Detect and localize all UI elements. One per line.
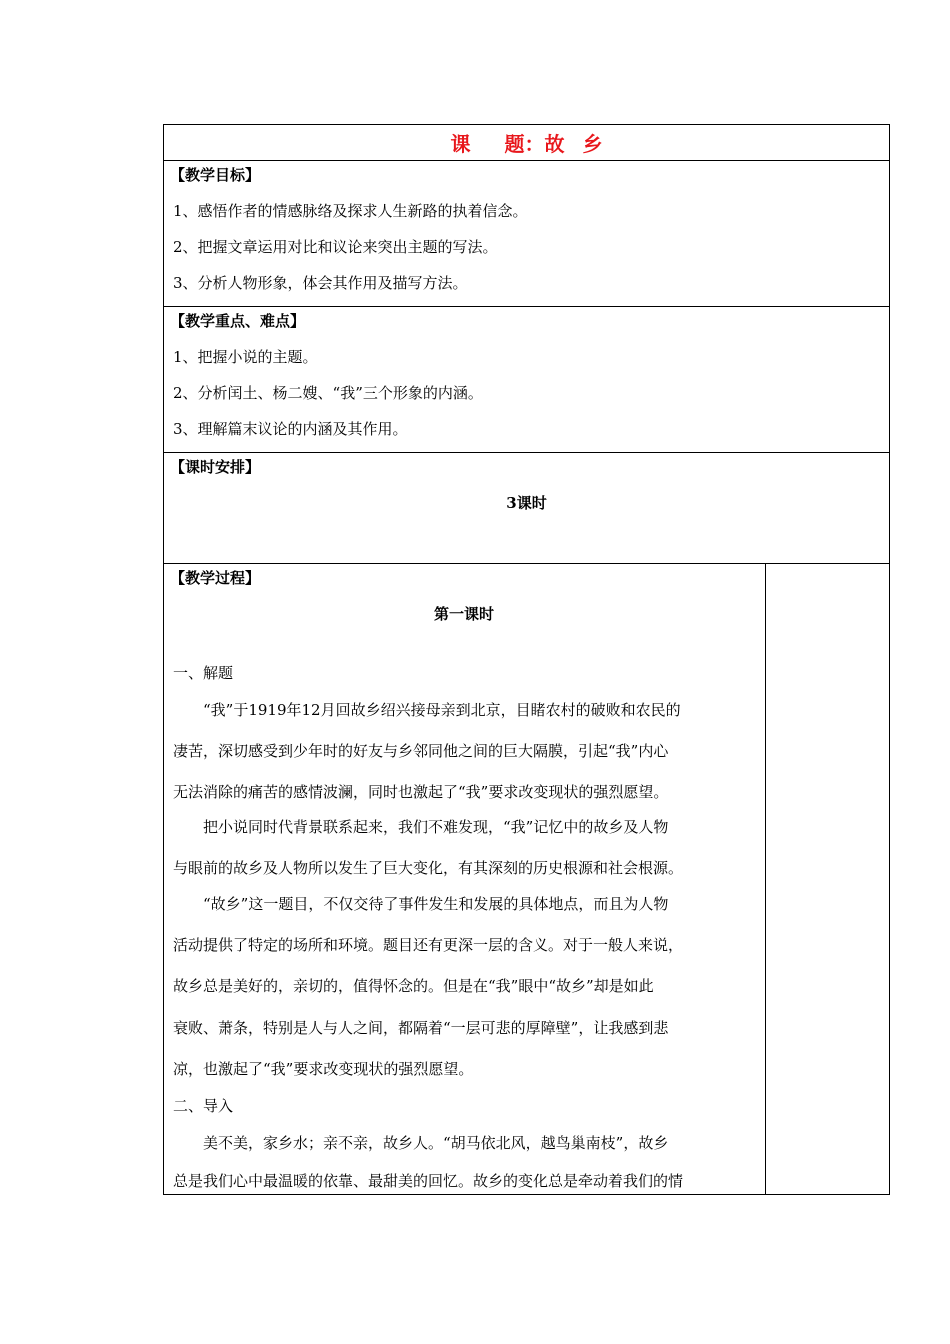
lesson-title: 第一课时 — [433, 605, 494, 623]
process-heading: 【教学过程】 — [170, 569, 261, 587]
objective-item: 2、把握文章运用对比和议论来突出主题的写法。 — [173, 238, 498, 256]
row-divider — [163, 160, 890, 161]
paragraph-line: 凉，也激起了“我”要求改变现状的强烈愿望。 — [173, 1060, 474, 1078]
row-divider — [163, 306, 890, 307]
paragraph-line: 衰败、萧条，特别是人与人之间，都隔着“一层可悲的厚障壁”，让我感到悲 — [173, 1019, 669, 1037]
section-heading: 二、导入 — [173, 1097, 234, 1115]
schedule-heading: 【课时安排】 — [170, 458, 261, 476]
column-divider — [765, 563, 766, 1195]
title-word-char: 故 — [544, 131, 565, 156]
paragraph-line: 把小说同时代背景联系起来，我们不难发现，“我”记忆中的故乡及人物 — [173, 818, 669, 836]
section-heading: 一、解题 — [173, 664, 234, 682]
title-word-char: 乡 — [582, 131, 603, 156]
paragraph-line: “故乡”这一题目，不仅交待了事件发生和发展的具体地点，而且为人物 — [173, 895, 669, 913]
key-points-heading: 【教学重点、难点】 — [170, 312, 306, 330]
key-point-item: 3、理解篇末议论的内涵及其作用。 — [173, 420, 408, 438]
paragraph-line: 活动提供了特定的场所和环境。题目还有更深一层的含义。对于一般人来说， — [173, 936, 684, 954]
key-point-item: 1、把握小说的主题。 — [173, 348, 318, 366]
paragraph-line: “我”于1919年12月回故乡绍兴接母亲到北京，目睹农村的破败和农民的 — [173, 701, 681, 719]
objective-item: 1、感悟作者的情感脉络及探求人生新路的执着信念。 — [173, 202, 528, 220]
paragraph-line: 无法消除的痛苦的感情波澜，同时也激起了“我”要求改变现状的强烈愿望。 — [173, 783, 669, 801]
schedule-value: 3课时 — [506, 494, 547, 512]
title-label-char: 题 — [504, 131, 525, 156]
row-divider — [163, 563, 890, 564]
paragraph-line: 故乡总是美好的，亲切的，值得怀念的。但是在“我”眼中“故乡”却是如此 — [173, 977, 654, 995]
title-colon: ： — [524, 131, 545, 156]
paragraph-line: 美不美，家乡水；亲不亲，故乡人。“胡马依北风，越鸟巢南枝”，故乡 — [173, 1134, 669, 1152]
key-point-item: 2、分析闰土、杨二嫂、“我”三个形象的内涵。 — [173, 384, 483, 402]
objective-item: 3、分析人物形象，体会其作用及描写方法。 — [173, 274, 468, 292]
paragraph-line: 与眼前的故乡及人物所以发生了巨大变化，有其深刻的历史根源和社会根源。 — [173, 859, 684, 877]
title-label-char: 课 — [450, 131, 471, 156]
paragraph-line: 凄苦，深切感受到少年时的好友与乡邻同他之间的巨大隔膜，引起“我”内心 — [173, 742, 669, 760]
page-title — [163, 124, 890, 160]
paragraph-line: 总是我们心中最温暖的依靠、最甜美的回忆。故乡的变化总是牵动着我们的情 — [173, 1172, 684, 1190]
row-divider — [163, 452, 890, 453]
objectives-heading: 【教学目标】 — [170, 166, 261, 184]
